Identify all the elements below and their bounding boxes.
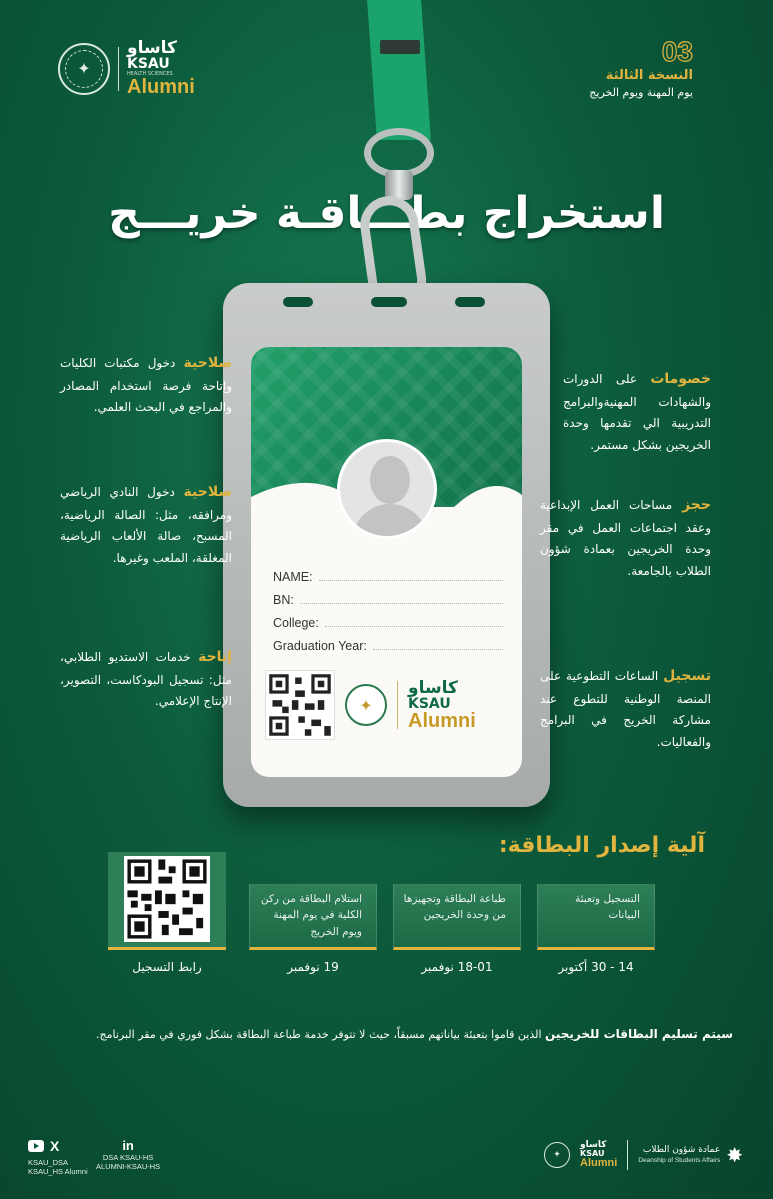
card-field [273, 607, 503, 630]
footer-seal-icon: ✦ [544, 1142, 570, 1168]
social-handle[interactable]: ALUMNI-KSAU-HS [96, 1162, 161, 1171]
brand-wordmark [127, 40, 195, 97]
benefit-head: صلاحية [183, 355, 232, 371]
edition-badge [589, 38, 693, 99]
delivery-notice [40, 1024, 733, 1046]
benefit-head: صلاحية [183, 484, 232, 500]
benefit-text: خدمات الاستديو الطلابي، مثل: تسجيل البودكاست، التصوير، الإنتاج الإعلامي. [60, 650, 232, 709]
notice-text: الذين قاموا بتعبئة بياناتهم مسبقاً، حيث لا تتوفر خدمة طباعة البطاقة بشكل فوري في مقر البرنامج. [96, 1028, 546, 1041]
edition-number: 03 [661, 36, 693, 67]
benefit-head: خصومات [650, 371, 711, 387]
notice-bold: سيتم تسليم البطاقات للخريجين [545, 1027, 733, 1041]
card-field [273, 584, 503, 607]
step-date: 19 نوفمبر [287, 960, 339, 974]
benefit-text: مساحات العمل الإبداعية وعقد اجتماعات العمل في مقر وحدة الخريجين بعمادة شؤون الطلاب بالجامعة. [540, 498, 711, 578]
card-seal-icon: ✦ [345, 684, 387, 726]
registration-link-label[interactable]: رابط التسجيل [132, 960, 202, 974]
social-handle[interactable]: DSA KSAU-HS [102, 1153, 154, 1162]
benefit-head: حجز [682, 497, 711, 513]
dsa-english: Deanship of Students Affairs [638, 1156, 721, 1164]
card-qr-code-icon [265, 670, 335, 740]
step-date: 18-01 نوفمبر [421, 960, 493, 974]
linkedin-icon[interactable]: in [122, 1138, 134, 1153]
card-brand-alumni: Alumni [408, 709, 476, 732]
avatar-placeholder-icon [337, 439, 437, 539]
lanyard-clip [380, 40, 420, 54]
step-date: 14 - 30 أكتوبر [558, 960, 634, 974]
footer-logos [544, 1140, 743, 1170]
brand-english: KSAU [127, 56, 170, 72]
benefit-sports [60, 480, 232, 569]
step-text: طباعة البطاقة وتجهيزها من وحدة الخريجين [403, 893, 506, 922]
benefit-studio [60, 645, 232, 713]
field-label: College: [273, 616, 319, 630]
dsa-arabic: عمادة شؤون الطلاب [642, 1145, 721, 1156]
social-handle[interactable]: KSAU_DSA [28, 1158, 69, 1167]
card-footer [265, 665, 510, 745]
card-field [273, 630, 503, 653]
field-label: Graduation Year: [273, 639, 367, 653]
main-title: استخراج بطـــاقـة خريـــج [108, 188, 665, 239]
ksau-alumni-logo [58, 40, 195, 97]
card-brand [408, 677, 476, 732]
step-card [393, 884, 521, 950]
edition-subtitle: يوم المهنة ويوم الخريج [589, 86, 693, 99]
footer-divider [627, 1140, 628, 1170]
social-handle[interactable]: KSAU_HS Alumni [28, 1167, 88, 1176]
university-seal-icon: ✦ [58, 43, 110, 95]
card-brand-english: KSAU [408, 695, 451, 712]
id-card-holder [223, 283, 550, 807]
field-label: NAME: [273, 570, 313, 584]
dsa-logo [638, 1143, 743, 1167]
field-label: BN: [273, 593, 294, 607]
benefit-head: إتاحة [198, 649, 232, 665]
step-card [249, 884, 377, 950]
benefit-libraries [60, 351, 232, 419]
holder-slot [371, 297, 407, 307]
registration-qr-code-icon[interactable] [124, 856, 210, 942]
footer-brand-arabic: كاساو [580, 1140, 607, 1150]
benefit-head: تسجيل [663, 668, 711, 684]
benefit-text: على الدورات والشهادات المهنيةوالبرامج التدريبية الي تقدمها وحدة الخريجين بشكل مستمر. [563, 372, 711, 452]
brand-alumni: Alumni [127, 76, 195, 98]
id-card [251, 347, 522, 777]
brand-subtitle: HEALTH SCIENCES [127, 71, 173, 77]
benefit-text: دخول مكتبات الكليات وإتاحة فرصة استخدام المصادر والمراجع في البحث العلمي. [60, 356, 232, 415]
benefit-discounts [563, 367, 711, 456]
brand-arabic: كاساو [127, 38, 177, 58]
step-card [537, 884, 655, 950]
holder-slot [455, 297, 485, 307]
social-handles-2 [96, 1138, 160, 1171]
card-fields [273, 561, 503, 653]
registration-qr[interactable] [108, 852, 226, 950]
social-handles-1 [28, 1138, 88, 1176]
benefit-text: دخول النادي الرياضي ومرافقه، مثل: الصالة الرياضية، المسبح، صالة الألعاب الرياضية المغلقة، الملعب وغيرها. [60, 485, 232, 565]
logo-divider [118, 47, 119, 91]
step-text: التسجيل وتعبئة البيانات [575, 893, 640, 922]
youtube-icon[interactable] [28, 1140, 44, 1152]
card-divider [397, 681, 398, 729]
footer-brand-english: KSAU [580, 1149, 605, 1158]
footer-brand [580, 1141, 617, 1169]
footer-brand-alumni: Alumni [580, 1157, 618, 1169]
card-brand-arabic: كاساو [408, 677, 458, 698]
steps-title: آلية إصدار البطاقة: [498, 833, 705, 858]
x-icon[interactable]: X [50, 1138, 60, 1154]
benefit-booking [540, 493, 711, 582]
dsa-star-icon: ✸ [726, 1143, 743, 1167]
holder-slot [283, 297, 313, 307]
step-text: استلام البطاقة من ركن الكلية في يوم المهنة ويوم الخريج [260, 893, 362, 938]
lanyard-strap [367, 0, 431, 140]
benefit-volunteer [540, 664, 711, 753]
card-field [273, 561, 503, 584]
benefit-text: الساعات التطوعية على المنصة الوطنية للتطوع عند مشاركة الخريج في البرامج والفعاليات. [540, 669, 711, 749]
edition-title: النسخة الثالثة [605, 68, 693, 83]
